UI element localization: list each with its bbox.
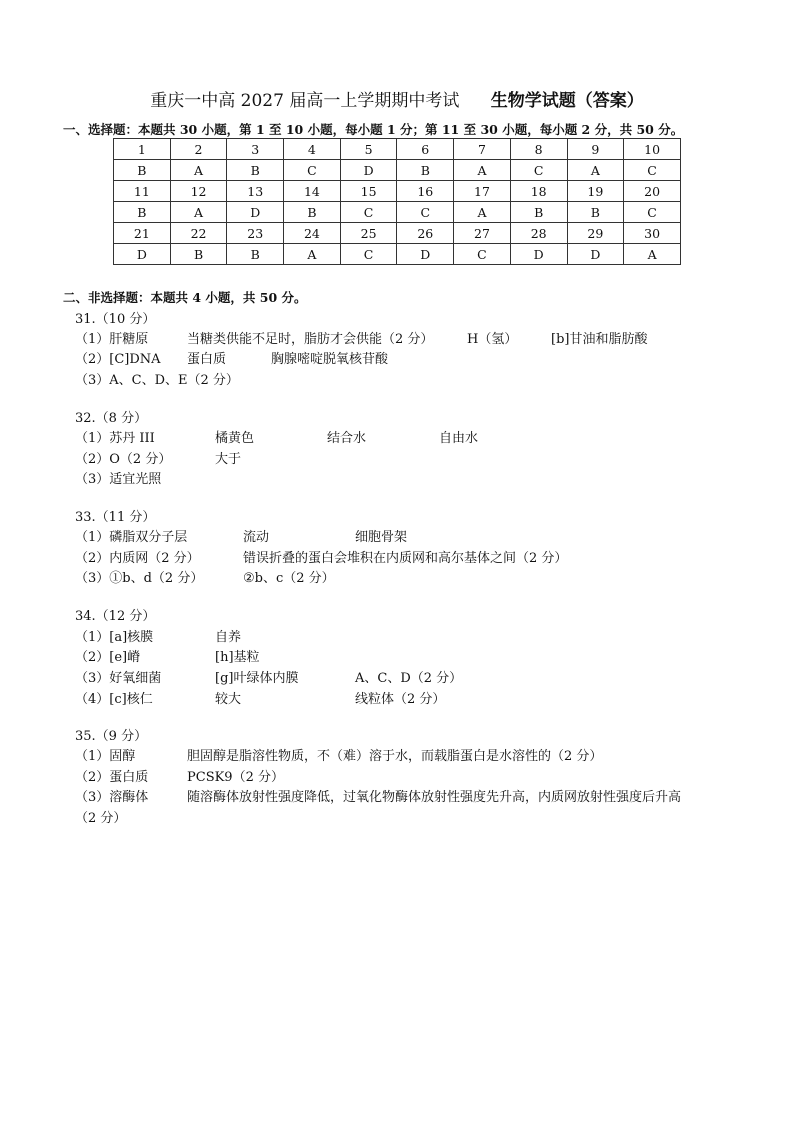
question-31-heading: 31.（10 分）	[75, 312, 156, 327]
answer-key-cell: A	[170, 160, 227, 181]
question-number-cell: 27	[454, 223, 511, 244]
answer-key-cell: B	[170, 244, 227, 265]
answer-text: （2）内质网（2 分）	[75, 551, 200, 566]
answer-text: （3）好氧细菌	[75, 671, 162, 686]
question-number-cell: 4	[284, 139, 341, 160]
question-number-cell: 23	[227, 223, 284, 244]
answer-text: （3）溶酶体	[75, 790, 149, 805]
answer-key-cell: C	[624, 202, 681, 223]
answer-text: 胸腺嘧啶脱氧核苷酸	[271, 352, 389, 367]
answer-key-cell: A	[454, 202, 511, 223]
subject-title: 生物学试题（答案）	[490, 91, 644, 111]
question-number-cell: 19	[567, 181, 624, 202]
section-heading-nonchoice: 二、非选择题：本题共 4 小题，共 50 分。	[63, 290, 307, 305]
answer-text: （1）肝糖原	[75, 332, 149, 347]
question-34-heading: 34.（12 分）	[75, 609, 156, 624]
answer-key-cell: C	[624, 160, 681, 181]
answer-key-row	[114, 202, 681, 223]
answer-key-cell: A	[454, 160, 511, 181]
answer-key-cell: B	[284, 202, 341, 223]
answer-text: 随溶酶体放射性强度降低，过氧化物酶体放射性强度先升高，内质网放射性强度后升高	[187, 790, 682, 805]
answer-text: （1）固醇	[75, 749, 136, 764]
question-number-cell: 5	[340, 139, 397, 160]
answer-text: [g]叶绿体内膜	[215, 671, 299, 686]
answer-key-cell: C	[454, 244, 511, 265]
answer-key-cell: A	[170, 202, 227, 223]
answer-text: 细胞骨架	[355, 530, 408, 545]
question-32-heading: 32.（8 分）	[75, 411, 148, 426]
answer-key-cell: C	[510, 160, 567, 181]
answer-key-cell: C	[284, 160, 341, 181]
answer-text: （2）[e]嵴	[75, 650, 141, 665]
answer-text: （1）[a]核膜	[75, 630, 154, 645]
question-number-row	[114, 181, 681, 202]
question-number-cell: 10	[624, 139, 681, 160]
question-number-cell: 6	[397, 139, 454, 160]
answer-text: （2 分）	[75, 811, 127, 826]
question-number-cell: 20	[624, 181, 681, 202]
answer-key-cell: C	[340, 244, 397, 265]
question-number-cell: 25	[340, 223, 397, 244]
answer-key-cell: D	[340, 160, 397, 181]
answer-key-cell: B	[227, 244, 284, 265]
answer-text: （3）适宜光照	[75, 472, 162, 487]
question-number-cell: 28	[510, 223, 567, 244]
answer-key-cell: A	[624, 244, 681, 265]
question-number-cell: 22	[170, 223, 227, 244]
question-number-cell: 18	[510, 181, 567, 202]
page-title	[0, 86, 794, 111]
answer-text: 自由水	[439, 431, 479, 446]
answer-key-cell: A	[284, 244, 341, 265]
section-heading-choice: 一、选择题：本题共 30 小题，第 1 至 10 小题，每小题 1 分；第 11 至 30 小题，每小题 2 分，共 50 分。	[63, 122, 684, 137]
answer-text: [b]甘油和脂肪酸	[551, 332, 648, 347]
question-number-cell: 21	[114, 223, 171, 244]
answer-key-cell: B	[510, 202, 567, 223]
question-number-cell: 24	[284, 223, 341, 244]
exam-title: 重庆一中高 2027 届高一上学期期中考试	[150, 91, 460, 111]
question-number-cell: 26	[397, 223, 454, 244]
answer-text: H（氢）	[467, 332, 518, 347]
answer-key-cell: D	[567, 244, 624, 265]
question-number-cell: 15	[340, 181, 397, 202]
answer-text: （1）苏丹 III	[75, 431, 155, 446]
question-number-cell: 3	[227, 139, 284, 160]
answer-text: 流动	[243, 530, 270, 545]
question-number-cell: 17	[454, 181, 511, 202]
answer-key-cell: B	[567, 202, 624, 223]
answer-key-cell: D	[397, 244, 454, 265]
question-number-cell: 7	[454, 139, 511, 160]
answer-key-cell: B	[397, 160, 454, 181]
answer-key-cell: B	[114, 202, 171, 223]
question-number-cell: 29	[567, 223, 624, 244]
question-number-cell: 14	[284, 181, 341, 202]
answer-text: ②b、c（2 分）	[243, 571, 335, 586]
answer-text: （2）[C]DNA	[75, 352, 161, 367]
answer-text: （3）A、C、D、E（2 分）	[75, 373, 239, 388]
answer-text: （2）蛋白质	[75, 770, 149, 785]
answer-text: 蛋白质	[187, 352, 227, 367]
answer-text: 橘黄色	[215, 431, 255, 446]
answer-text: （2）O（2 分）	[75, 452, 172, 467]
answer-text: （4）[c]核仁	[75, 692, 153, 707]
question-number-row	[114, 139, 681, 160]
answer-text: PCSK9（2 分）	[187, 770, 284, 785]
question-number-cell: 30	[624, 223, 681, 244]
answer-key-cell: D	[114, 244, 171, 265]
question-33-heading: 33.（11 分）	[75, 510, 156, 525]
answer-key-cell: D	[510, 244, 567, 265]
answer-text: 错误折叠的蛋白会堆积在内质网和高尔基体之间（2 分）	[243, 551, 568, 566]
answer-key-cell: B	[114, 160, 171, 181]
answer-text: 线粒体（2 分）	[355, 692, 446, 707]
answer-key-cell: A	[567, 160, 624, 181]
answer-key-row	[114, 244, 681, 265]
answer-key-cell: C	[340, 202, 397, 223]
answer-text: 较大	[215, 692, 242, 707]
answer-text: 胆固醇是脂溶性物质，不（难）溶于水，而载脂蛋白是水溶性的（2 分）	[187, 749, 603, 764]
question-number-cell: 12	[170, 181, 227, 202]
question-number-cell: 16	[397, 181, 454, 202]
answer-key-cell: B	[227, 160, 284, 181]
question-number-cell: 1	[114, 139, 171, 160]
question-35-heading: 35.（9 分）	[75, 729, 148, 744]
answer-text: 自养	[215, 630, 242, 645]
question-number-cell: 2	[170, 139, 227, 160]
question-number-cell: 11	[114, 181, 171, 202]
question-number-cell: 8	[510, 139, 567, 160]
answer-key-cell: D	[227, 202, 284, 223]
answer-key-cell: C	[397, 202, 454, 223]
answer-text: 当糖类供能不足时，脂肪才会供能（2 分）	[187, 332, 434, 347]
question-number-row	[114, 223, 681, 244]
answer-key-row	[114, 160, 681, 181]
answer-text: （1）磷脂双分子层	[75, 530, 188, 545]
answer-text: （3）①b、d（2 分）	[75, 571, 204, 586]
question-number-cell: 13	[227, 181, 284, 202]
question-number-cell: 9	[567, 139, 624, 160]
answer-text: 结合水	[327, 431, 367, 446]
answer-table	[113, 138, 681, 265]
answer-text: [h]基粒	[215, 650, 260, 665]
answer-text: A、C、D（2 分）	[355, 671, 463, 686]
answer-text: 大于	[215, 452, 242, 467]
